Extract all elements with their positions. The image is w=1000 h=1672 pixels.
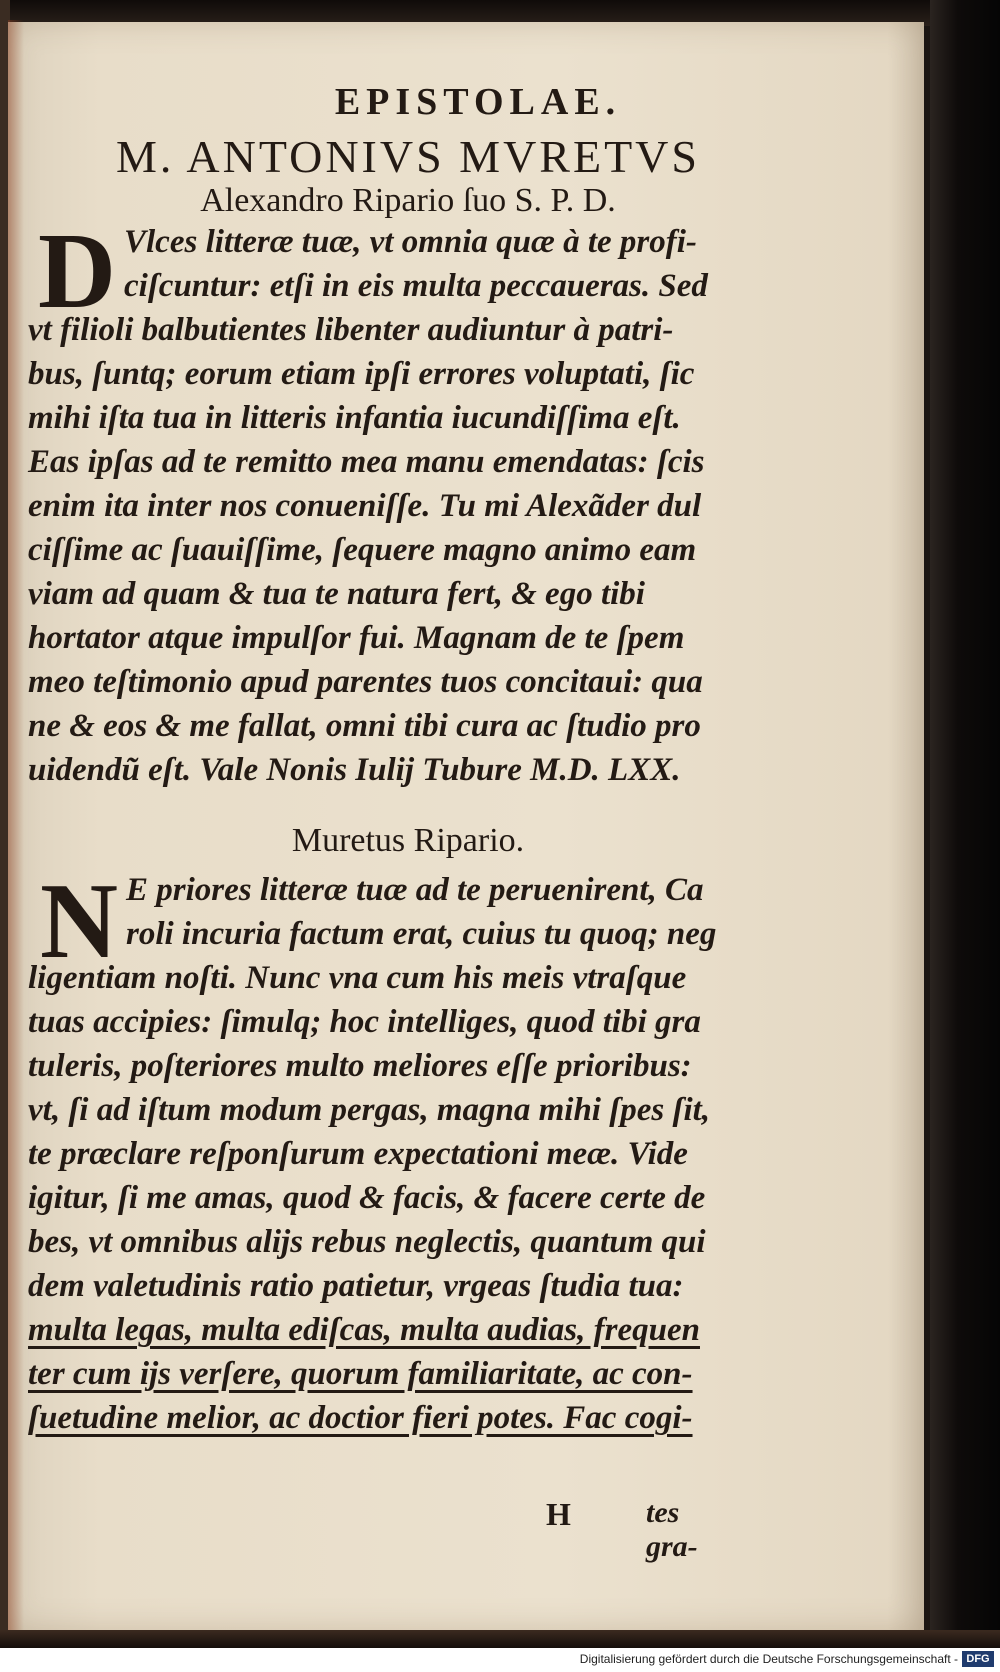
- letter-2-line: bes, vt omnibus alijs rebus neglectis, quantum qui: [28, 1224, 706, 1260]
- letter-2-line: te præclare reſponſurum expectationi meæ. Vide: [28, 1136, 688, 1172]
- letter-2-line: vt, ſi ad iſtum modum pergas, magna mihi ſpes ſit,: [28, 1092, 711, 1128]
- book-edge-bottom: [0, 1630, 1000, 1648]
- letter-1-line: uidendũ eſt. Vale Nonis Iulij Tubure M.D. LXX.: [28, 752, 681, 788]
- letter-1-line: Eas ipſas ad te remitto mea manu emendatas: ſcis: [28, 444, 705, 480]
- letter-1-line: viam ad quam & tua te natura fert, & ego tibi: [28, 576, 645, 612]
- letter-2-line: igitur, ſi me amas, quod & facis, & facere certe de: [28, 1180, 706, 1216]
- letter-1-line: hortator atque impulſor fui. Magnam de te ſpem: [28, 620, 685, 656]
- drop-cap-n: N: [40, 862, 118, 981]
- footer-credit: Digitalisierung gefördert durch die Deutsche Forschungsgemeinschaft -: [579, 1652, 958, 1666]
- page-edge-stain: [8, 20, 24, 1630]
- catchword: tes gra-: [646, 1496, 698, 1563]
- letter-2-line: E priores litteræ tuæ ad te peruenirent, Ca: [126, 872, 704, 908]
- letter-salutation: Alexandro Ripario ſuo S. P. D.: [200, 182, 616, 219]
- letter-1-line: enim ita inter nos conueniſſe. Tu mi Alexãder dul: [28, 488, 702, 524]
- letter-1-line: meo teſtimonio apud parentes tuos concitaui: qua: [28, 664, 703, 700]
- letter-1-line: Vlces litteræ tuæ, vt omnia quæ à te profi-: [124, 224, 697, 260]
- drop-cap-d: D: [38, 212, 116, 331]
- letter-2-line: roli incuria factum erat, cuius tu quoq; neg: [126, 916, 717, 952]
- letter-1-line: ciſcuntur: etſi in eis multa peccaueras. Sed: [124, 268, 708, 304]
- digitization-footer: [0, 1648, 1000, 1672]
- book-page: [8, 22, 924, 1630]
- letter-1-line: ne & eos & me fallat, omni tibi cura ac ſtudio pro: [28, 708, 701, 744]
- letter-2-line: tuleris, poſteriores multo meliores eſſe prioribus:: [28, 1048, 692, 1084]
- letter-1-line: mihi iſta tua in litteris infantia iucundiſſima eſt.: [28, 400, 681, 436]
- letter-2-line: tuas accipies: ſimulq; hoc intelliges, quod tibi gra: [28, 1004, 701, 1040]
- letter-2-line: dem valetudinis ratio patietur, vrgeas ſtudia tua:: [28, 1268, 684, 1304]
- letter-author-heading: M. ANTONIVS MVRETVS: [116, 131, 700, 182]
- letter-2-line: ligentiam noſti. Nunc vna cum his meis vtraſque: [28, 960, 687, 996]
- letter-2-line-underlined: ſuetudine melior, ac doctior fieri potes. Fac cogi-: [28, 1400, 693, 1436]
- letter-2-line-underlined: ter cum ijs verſere, quorum familiaritate, ac con-: [28, 1356, 693, 1392]
- letter-1-line: vt filioli balbutientes libenter audiuntur à patri-: [28, 312, 674, 348]
- dfg-logo: DFG: [962, 1651, 994, 1667]
- book-edge-right: [930, 0, 1000, 1672]
- letter-2-heading: Muretus Ripario.: [291, 822, 525, 859]
- letter-2-line-underlined: multa legas, multa ediſcas, multa audias, frequen: [28, 1312, 700, 1348]
- signature-mark: H: [546, 1496, 571, 1532]
- letter-1-line: ciſſime ac ſuauiſſime, ſequere magno animo eam: [28, 532, 697, 568]
- running-head: EPISTOLAE.: [334, 81, 622, 123]
- letter-1-line: bus, ſuntq; eorum etiam ipſi errores voluptati, ſic: [28, 356, 695, 392]
